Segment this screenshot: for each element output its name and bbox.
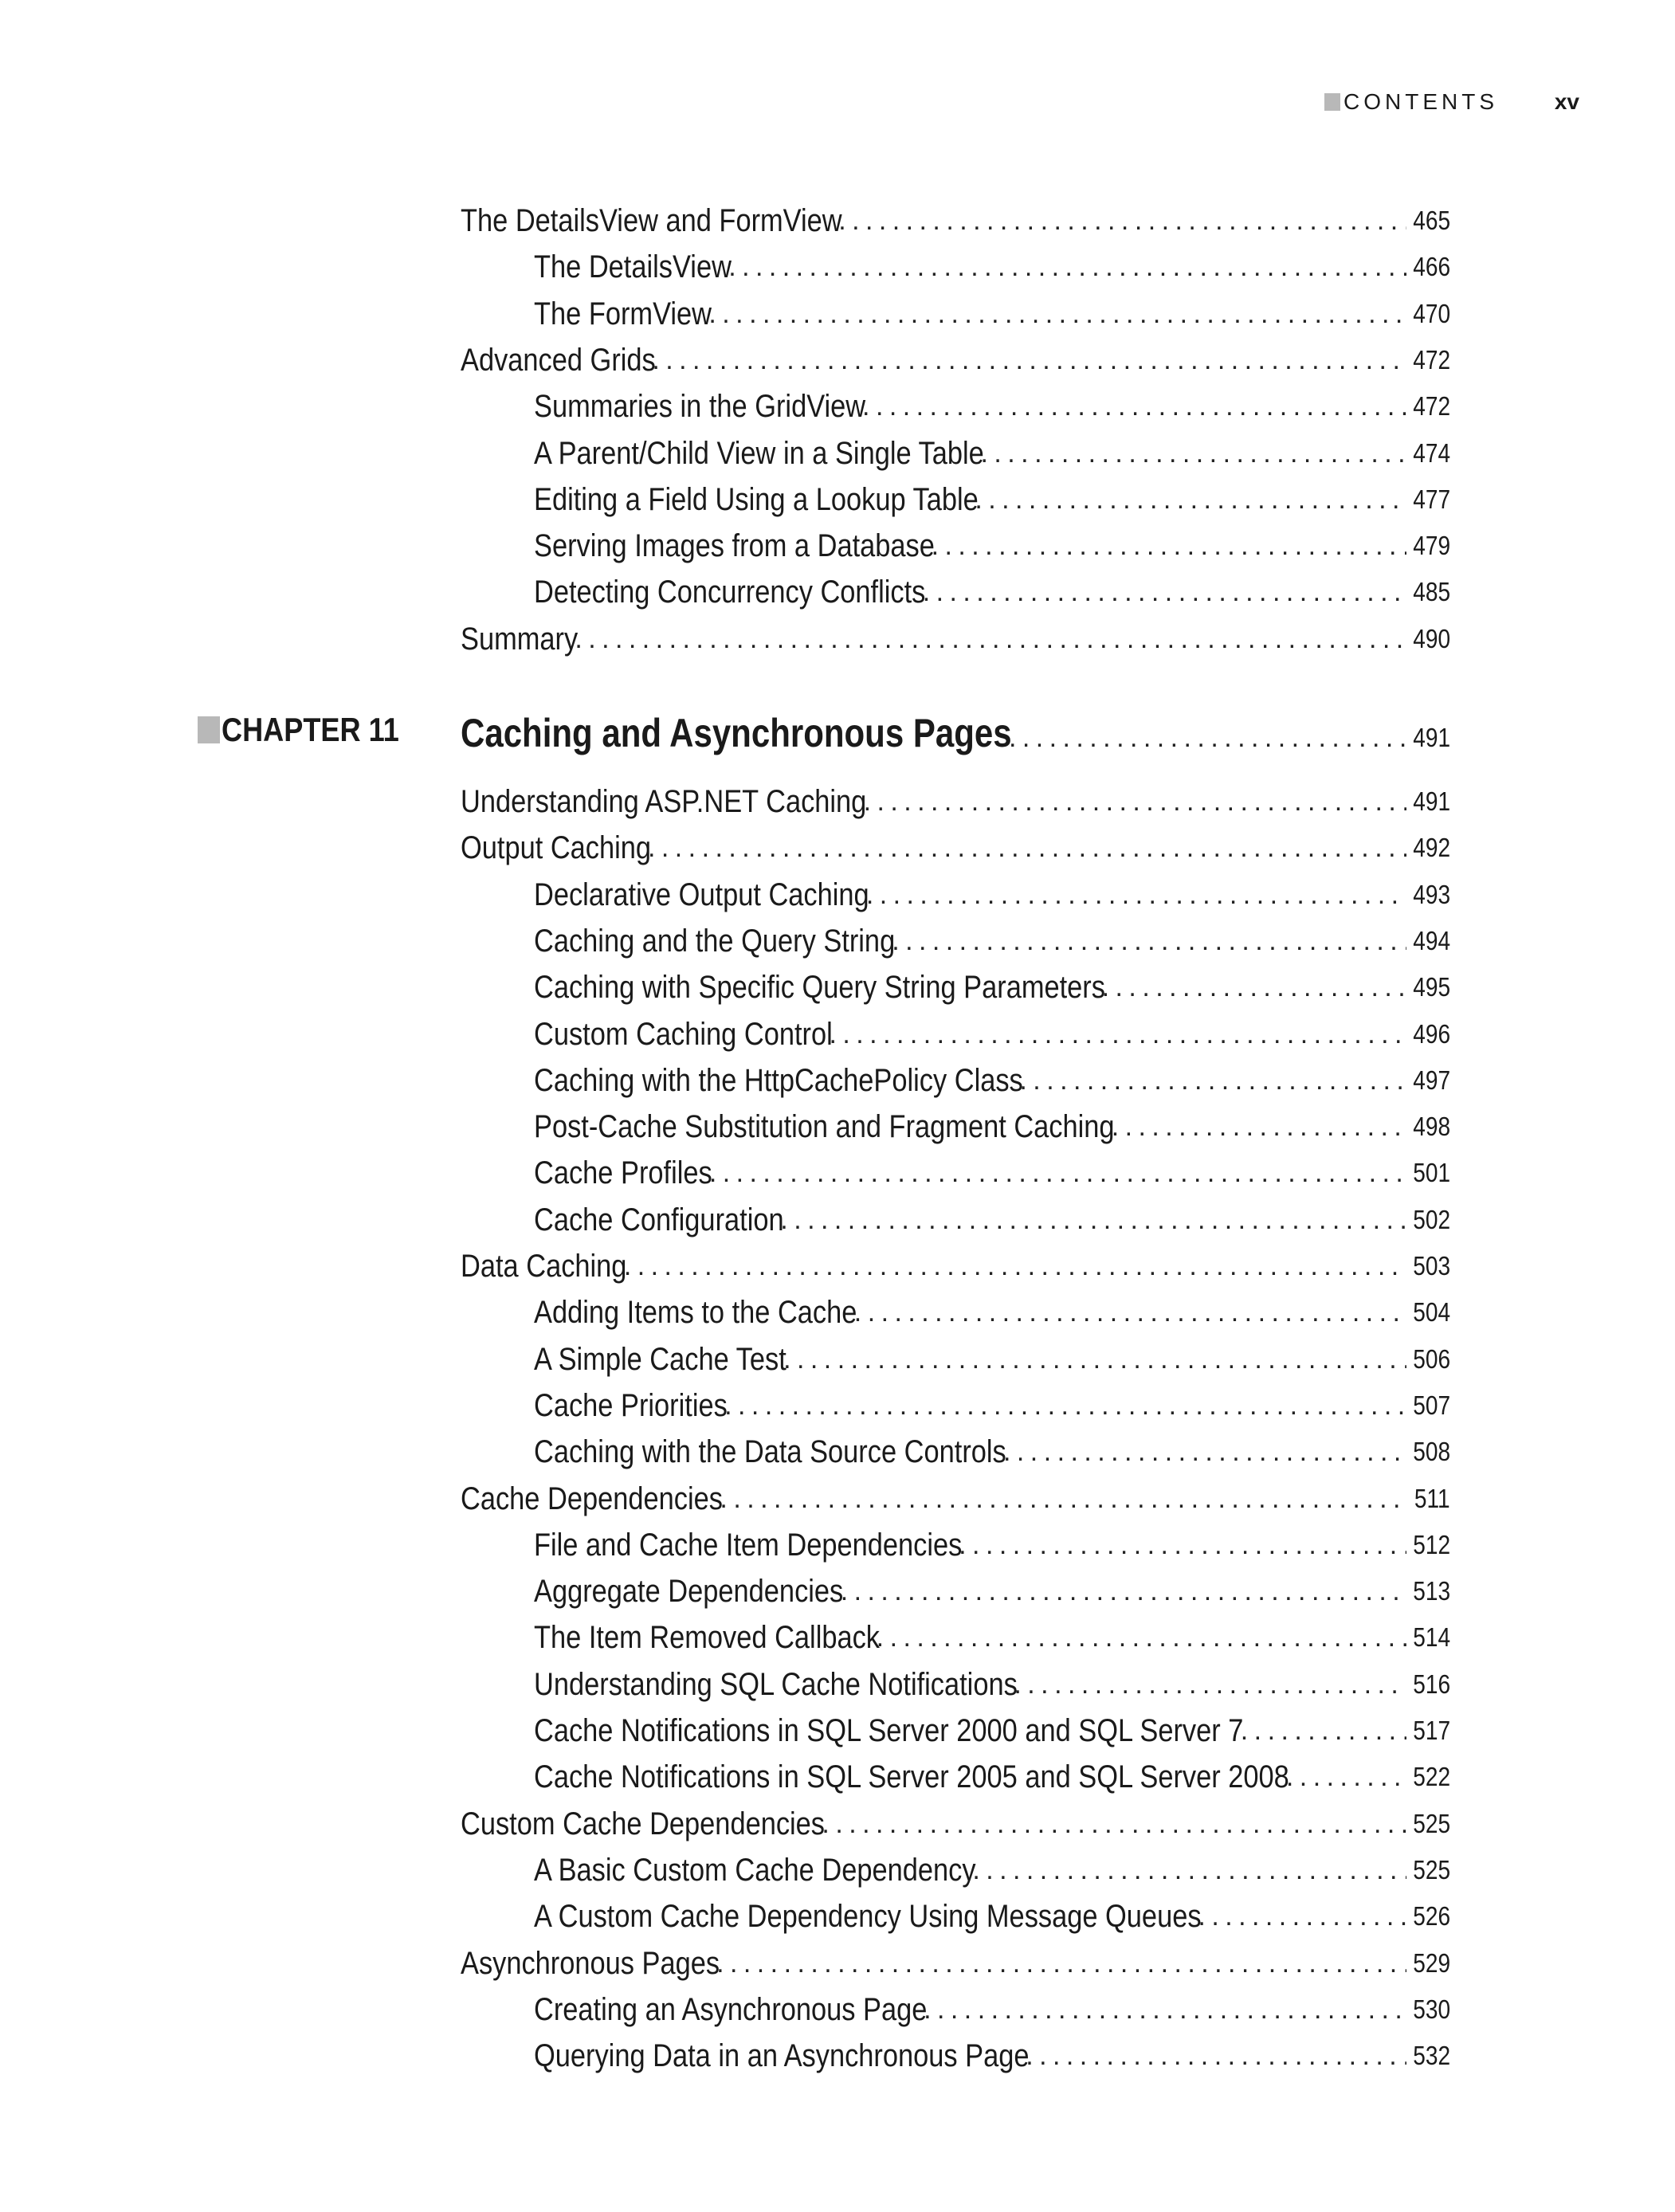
toc-entry-title: Asynchronous Pages: [461, 1946, 720, 1981]
toc-entry: [461, 1239, 1450, 1284]
toc-entry: [534, 1100, 1450, 1144]
dot-leader: [830, 1018, 1406, 1052]
toc-entry-title: Detecting Concurrency Conflicts: [534, 575, 926, 610]
toc-entry-title: Cache Notifications in SQL Server 2000 and SQL Server 7: [534, 1713, 1244, 1748]
chapter-marker-square: [198, 716, 220, 743]
toc-entry: [534, 960, 1450, 1005]
dot-leader: [1286, 1761, 1406, 1794]
toc-entry-title: Summaries in the GridView: [534, 389, 866, 424]
toc-entry-title: Custom Cache Dependencies: [461, 1806, 826, 1841]
toc-entry-title: A Parent/Child View in a Single Table: [534, 436, 984, 471]
dot-leader: [1014, 1669, 1406, 1702]
dot-leader: [972, 1854, 1406, 1888]
toc-entry: [534, 426, 1450, 471]
dot-leader: [780, 1204, 1406, 1237]
toc-entry-title: Caching with Specific Query String Parameters: [534, 970, 1105, 1005]
toc-entry-title: The FormView: [534, 296, 712, 331]
toc-entry-page: 472: [1413, 391, 1450, 421]
toc-entry-page: 485: [1413, 577, 1450, 606]
toc-entry-page: 465: [1413, 206, 1450, 235]
toc-entry-page: 497: [1413, 1065, 1450, 1095]
toc-entry-page: 511: [1414, 1484, 1450, 1513]
dot-leader: [981, 437, 1406, 471]
toc-entry: [461, 1472, 1450, 1516]
toc-entry-title: Data Caching: [461, 1249, 627, 1284]
dot-leader: [1019, 1065, 1406, 1098]
toc-entry-page: 498: [1413, 1112, 1450, 1141]
chapter-number: CHAPTER 11: [222, 711, 399, 748]
toc-entry-page: 508: [1413, 1437, 1450, 1466]
toc-entry: [461, 775, 1450, 819]
toc-entry-title: The Item Removed Callback: [534, 1620, 881, 1655]
dot-leader: [975, 484, 1406, 517]
toc-entry: [534, 1007, 1450, 1052]
toc-entry: [461, 333, 1450, 378]
dot-leader: [1102, 971, 1406, 1005]
toc-entry-page: 516: [1413, 1669, 1450, 1699]
dot-leader: [724, 1390, 1406, 1423]
toc-entry-title: Cache Configuration: [534, 1202, 784, 1237]
toc-entry-title: Caching with the HttpCachePolicy Class: [534, 1063, 1023, 1098]
toc-entry: [534, 473, 1450, 517]
dot-leader: [1198, 1900, 1406, 1934]
dot-leader: [1009, 722, 1406, 755]
dot-leader: [720, 1483, 1408, 1516]
header-section-title: CONTENTS: [1344, 89, 1498, 114]
toc-entry-title: Editing a Field Using a Lookup Table: [534, 482, 979, 517]
dot-leader: [648, 832, 1406, 865]
toc-entry-page: 501: [1413, 1158, 1450, 1187]
toc-entry-page: 494: [1413, 926, 1450, 955]
header-marker-square: [1324, 93, 1340, 111]
toc-entry-title: Cache Priorities: [534, 1388, 728, 1423]
toc-entry: [534, 1983, 1450, 2027]
toc-entry: [461, 1797, 1450, 1841]
dot-leader: [959, 1529, 1406, 1563]
toc-entry-page: 512: [1413, 1530, 1450, 1559]
toc-entry: [534, 1285, 1450, 1330]
dot-leader: [709, 1157, 1406, 1190]
toc-entry-title: Post-Cache Substitution and Fragment Caching: [534, 1109, 1115, 1144]
toc-entry-title: Output Caching: [461, 830, 652, 865]
dot-leader: [708, 298, 1406, 331]
toc-entry-page: 517: [1413, 1716, 1450, 1745]
toc-entry-page: 532: [1413, 2041, 1450, 2070]
toc-entry-page: 479: [1413, 531, 1450, 560]
dot-leader: [932, 530, 1406, 563]
toc-entry: [534, 1704, 1450, 1748]
toc-entry: [534, 1750, 1450, 1794]
dot-leader: [864, 786, 1406, 819]
toc-entry-page: 514: [1413, 1622, 1450, 1652]
toc-entry-page: 470: [1413, 299, 1450, 328]
toc-entry-title: Querying Data in an Asynchronous Page: [534, 2038, 1030, 2073]
dot-leader: [892, 925, 1406, 959]
toc-entry-title: Declarative Output Caching: [534, 877, 869, 912]
toc-entry-title: Creating an Asynchronous Page: [534, 1992, 928, 2027]
toc-entry: [534, 287, 1450, 331]
toc-entry: [534, 1379, 1450, 1423]
toc-entry-page: 495: [1413, 972, 1450, 1002]
toc-entry: [534, 1053, 1450, 1098]
toc-entry-title: Caching and Asynchronous Pages: [461, 711, 1012, 755]
toc-entry-page: 502: [1413, 1205, 1450, 1234]
toc-entry-page: 466: [1413, 252, 1450, 281]
toc-entry-title: A Basic Custom Cache Dependency: [534, 1853, 976, 1888]
toc-entry-page: 525: [1413, 1809, 1450, 1838]
toc-entry-page: 491: [1413, 786, 1450, 816]
toc-entry: [461, 821, 1450, 865]
toc-entry: [461, 612, 1450, 657]
toc-entry: [534, 1564, 1450, 1609]
toc-entry-title: File and Cache Item Dependencies: [534, 1528, 963, 1563]
toc-entry-title: Caching with the Data Source Controls: [534, 1434, 1006, 1469]
toc-entry: [534, 1193, 1450, 1237]
toc-entry-title: A Custom Cache Dependency Using Message Queues: [534, 1899, 1202, 1934]
dot-leader: [652, 344, 1406, 378]
toc-entry: [534, 240, 1450, 284]
dot-leader: [624, 1250, 1406, 1284]
dot-leader: [1112, 1111, 1406, 1144]
toc-entry-title: Understanding ASP.NET Caching: [461, 784, 867, 819]
toc-entry-title: Custom Caching Control: [534, 1017, 833, 1052]
toc-entry: [534, 914, 1450, 959]
toc-entry-page: 477: [1413, 484, 1450, 514]
toc-entry-title: Caching and the Query String: [534, 924, 896, 959]
toc-entry: [534, 379, 1450, 424]
toc-entry-page: 526: [1413, 1901, 1450, 1931]
toc-entry-page: 492: [1413, 833, 1450, 862]
toc-entry-page: 496: [1413, 1019, 1450, 1049]
toc-entry-page: 530: [1413, 1994, 1450, 2024]
toc-entry-title: The DetailsView and FormView: [461, 203, 842, 238]
dot-leader: [854, 1296, 1406, 1330]
toc-entry-page: 525: [1413, 1855, 1450, 1885]
toc-entry-title: Advanced Grids: [461, 343, 656, 378]
toc-entry-page: 506: [1413, 1344, 1450, 1374]
toc-entry: [534, 565, 1450, 610]
toc-entry-page: 474: [1413, 438, 1450, 468]
toc-entry-page: 513: [1413, 1576, 1450, 1606]
dot-leader: [575, 623, 1406, 657]
toc-entry: [534, 868, 1450, 912]
toc-entry-page: 504: [1413, 1297, 1450, 1327]
toc-entry: [534, 1610, 1450, 1655]
toc-entry-title: Aggregate Dependencies: [534, 1574, 844, 1609]
toc-entry-page: 503: [1413, 1251, 1450, 1281]
dot-leader: [877, 1622, 1406, 1655]
dot-leader: [783, 1343, 1406, 1377]
toc-entry-title: Adding Items to the Cache: [534, 1295, 857, 1330]
toc-entry-page: 493: [1413, 880, 1450, 909]
toc-entry: [534, 1889, 1450, 1934]
toc-entry: [534, 1518, 1450, 1563]
toc-entry: [461, 194, 1450, 238]
dot-leader: [924, 1994, 1406, 2027]
toc-entry: [534, 1425, 1450, 1469]
running-header: [1324, 86, 1579, 118]
toc-entry-title: Cache Profiles: [534, 1155, 712, 1190]
toc-entry-title: The DetailsView: [534, 249, 732, 284]
toc-entry-page: 507: [1413, 1390, 1450, 1420]
toc-entry-title: Serving Images from a Database: [534, 528, 935, 563]
toc-entry-title: Summary: [461, 622, 579, 657]
toc-entry-title: Cache Notifications in SQL Server 2005 and SQL Server 2008: [534, 1759, 1289, 1794]
toc-entry: [534, 1146, 1450, 1190]
toc-entry: [534, 1332, 1450, 1377]
chapter-heading-entry: [461, 700, 1450, 755]
toc-entry-title: Understanding SQL Cache Notifications: [534, 1667, 1018, 1702]
dot-leader: [1241, 1715, 1406, 1748]
dot-leader: [716, 1947, 1406, 1981]
toc-entry: [534, 519, 1450, 563]
dot-leader: [841, 1575, 1406, 1609]
toc-entry-page: 491: [1413, 723, 1450, 752]
toc-entry: [534, 1657, 1450, 1702]
toc-entry: [534, 2029, 1450, 2073]
header-page-number: xv: [1554, 89, 1579, 114]
toc-entry-title: A Simple Cache Test: [534, 1342, 787, 1377]
toc-entry-page: 522: [1413, 1762, 1450, 1791]
dot-leader: [866, 879, 1406, 912]
toc-entry-page: 490: [1413, 624, 1450, 653]
dot-leader: [822, 1808, 1406, 1841]
toc-entry: [534, 1843, 1450, 1888]
toc-entry-title: Cache Dependencies: [461, 1481, 723, 1516]
dot-leader: [1003, 1436, 1406, 1469]
dot-leader: [923, 576, 1406, 610]
chapter-label: [198, 706, 428, 754]
dot-leader: [862, 390, 1406, 424]
toc-entry: [461, 1936, 1450, 1981]
dot-leader: [838, 205, 1406, 238]
toc-entry-page: 472: [1413, 345, 1450, 375]
dot-leader: [1026, 2040, 1406, 2073]
toc-entry-page: 529: [1413, 1948, 1450, 1978]
dot-leader: [728, 251, 1406, 284]
